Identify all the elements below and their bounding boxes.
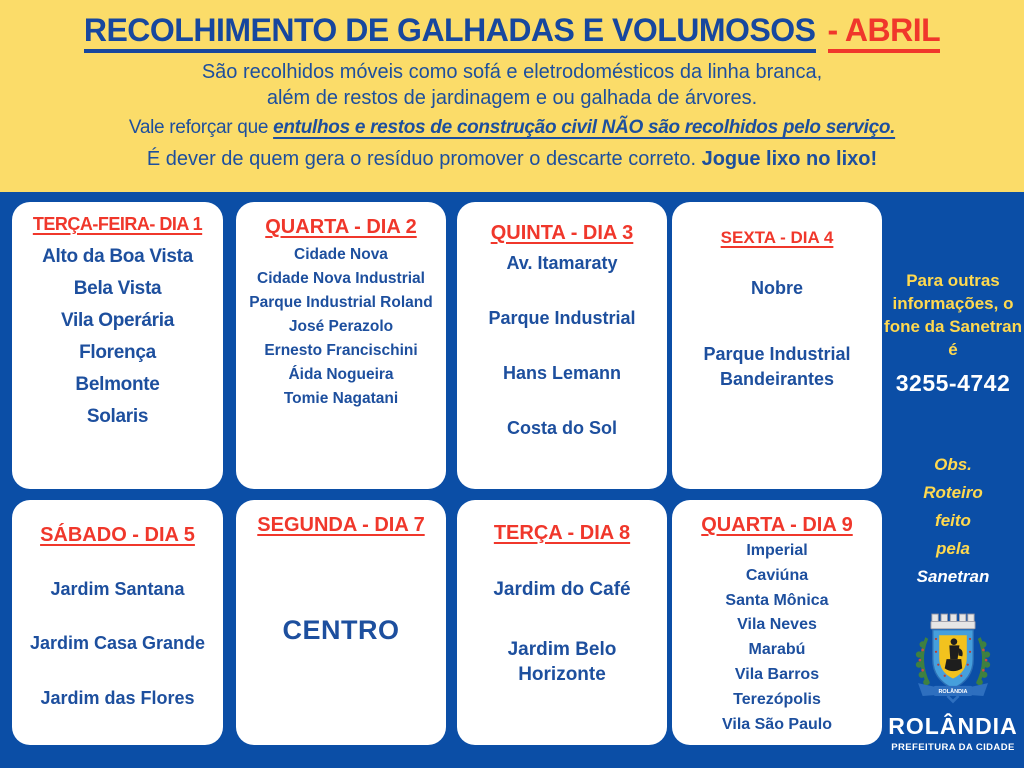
- card-items: [465, 253, 659, 439]
- card-items: [244, 615, 438, 646]
- neighborhood-item: Jardim do Café: [493, 579, 631, 600]
- city-name: ROLÂNDIA: [888, 712, 1018, 739]
- neighborhood-item: Belmonte: [75, 373, 160, 395]
- route-note: [882, 451, 1024, 591]
- card-items: [244, 243, 438, 411]
- schedule-card-dia-9: [672, 500, 882, 745]
- duty-text: É dever de quem gera o resíduo promover o descarte correto.: [146, 147, 702, 170]
- neighborhood-item: Vila Neves: [737, 616, 817, 634]
- card-items: [465, 577, 659, 688]
- schedule-card-dia-3: [457, 202, 667, 489]
- neighborhood-item: José Perazolo: [288, 318, 394, 336]
- schedule-card-dia-8: [457, 500, 667, 745]
- phone-info-text: Para outras informações, o fone da Sanetran é: [884, 271, 1022, 359]
- warning-emphasis: entulhos e restos de construção civil NÃO são recolhidos pelo serviço.: [273, 116, 896, 138]
- schedule-card-dia-1: [12, 202, 223, 489]
- neighborhood-item: Vila São Paulo: [722, 715, 832, 733]
- card-title-dia-3: QUINTA - DIA 3: [490, 222, 634, 244]
- note-line: feito: [935, 510, 971, 530]
- note-line-sanetran: Sanetran: [916, 566, 990, 586]
- neighborhood-item: Parque Industrial Bandeirantes: [703, 344, 851, 389]
- neighborhood-item: Caviúna: [745, 566, 809, 584]
- card-title-dia-5: SÁBADO - DIA 5: [40, 524, 195, 546]
- card-items: [20, 577, 215, 710]
- neighborhood-item: CENTRO: [282, 615, 400, 645]
- card-title-dia-7: SEGUNDA - DIA 7: [257, 514, 425, 536]
- card-title-dia-8: TERÇA - DIA 8: [493, 522, 631, 544]
- card-title-dia-9: QUARTA - DIA 9: [701, 514, 853, 536]
- note-line: Obs.: [934, 454, 972, 474]
- neighborhood-item: Santa Mônica: [725, 591, 829, 609]
- neighborhood-item: Ernesto Francischini: [264, 342, 418, 360]
- neighborhood-item: Jardim Casa Grande: [29, 633, 206, 654]
- neighborhood-item: Av. Itamaraty: [506, 253, 618, 273]
- neighborhood-item: Imperial: [746, 542, 808, 559]
- neighborhood-item: Parque Industrial: [488, 308, 636, 328]
- neighborhood-item: Jardim Santana: [50, 579, 185, 599]
- neighborhood-item: Alto da Boa Vista: [42, 246, 193, 267]
- neighborhood-item: Nobre: [750, 278, 803, 298]
- card-items: [20, 241, 215, 432]
- warning-prefix: Vale reforçar que: [128, 116, 274, 138]
- duty-line: [0, 146, 1024, 172]
- rolandia-coat-of-arms-icon: [907, 611, 999, 711]
- schedule-card-dia-2: [236, 202, 446, 489]
- neighborhood-item: Parque Industrial Roland: [249, 294, 433, 312]
- card-items: [680, 276, 874, 391]
- neighborhood-item: Cidade Nova Industrial: [257, 270, 425, 288]
- card-title-dia-1: TERÇA-FEIRA- DIA 1: [32, 214, 203, 234]
- schedule-card-dia-7: [236, 500, 446, 745]
- neighborhood-item: Cidade Nova: [294, 246, 388, 263]
- city-subtitle: PREFEITURA DA CIDADE: [891, 741, 1015, 753]
- card-items: [680, 539, 874, 737]
- neighborhood-item: Marabú: [748, 641, 806, 659]
- neighborhood-item: Bela Vista: [73, 277, 162, 299]
- card-title-dia-4: SEXTA - DIA 4: [720, 228, 834, 247]
- duty-bold: Jogue lixo no lixo!: [701, 147, 878, 170]
- intro-line-1: São recolhidos móveis como sofá e eletrodomésticos da linha branca,: [201, 60, 823, 83]
- neighborhood-item: Tomie Nagatani: [283, 390, 399, 408]
- schedule-card-dia-5: [12, 500, 223, 745]
- neighborhood-item: Costa do Sol: [506, 418, 617, 438]
- neighborhood-item: Terezópolis: [733, 690, 821, 708]
- neighborhood-item: Jardim Belo Horizonte: [507, 638, 617, 686]
- neighborhood-item: Jardim das Flores: [40, 687, 195, 708]
- info-sidebar: [882, 192, 1024, 768]
- neighborhood-item: Áida Nogueira: [288, 366, 394, 384]
- page-title-main: RECOLHIMENTO DE GALHADAS E VOLUMOSOS: [84, 12, 816, 53]
- card-title-dia-2: QUARTA - DIA 2: [265, 216, 417, 238]
- neighborhood-item: Hans Lemann: [502, 363, 622, 383]
- warning-line: [0, 115, 1024, 140]
- schedule-board: [0, 192, 1024, 768]
- neighborhood-item: Vila Operária: [61, 309, 174, 331]
- note-line: pela: [935, 538, 971, 558]
- sanetran-phone-number: 3255-4742: [895, 369, 1011, 396]
- note-line: Roteiro: [923, 482, 983, 502]
- intro-line-2: além de restos de jardinagem e ou galhada de árvores.: [266, 87, 758, 110]
- city-logo: [882, 611, 1024, 711]
- neighborhood-item: Solaris: [86, 405, 149, 427]
- logo-ribbon-text: ROLÂNDIA: [938, 689, 968, 696]
- poster-header: [0, 0, 1024, 192]
- page-title: [0, 0, 1024, 49]
- schedule-card-dia-4: [672, 202, 882, 489]
- neighborhood-item: Florença: [79, 341, 156, 363]
- neighborhood-item: Vila Barros: [734, 665, 820, 683]
- page-title-month: - ABRIL: [828, 12, 941, 53]
